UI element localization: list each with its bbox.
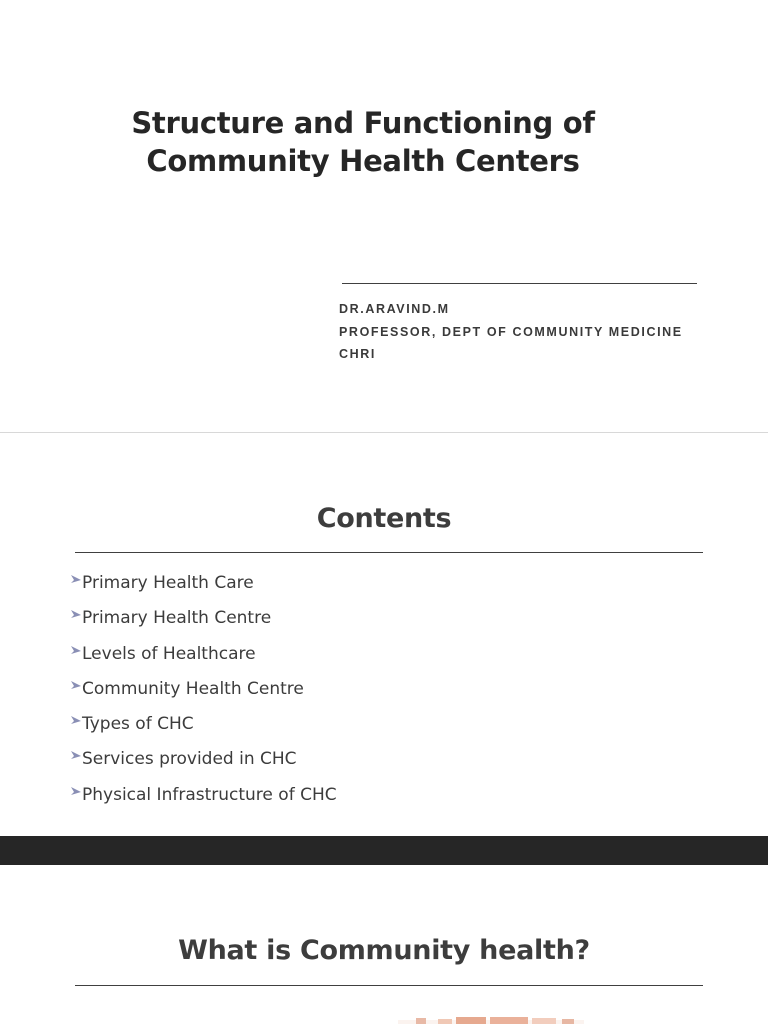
contents-item: [70, 782, 337, 817]
contents-item: [70, 746, 337, 781]
contents-item-label: Community Health Centre: [82, 678, 304, 699]
title-line-2: Community Health Centers: [146, 144, 580, 178]
arrow-bullet-icon: [70, 609, 82, 623]
contents-divider: [75, 552, 703, 553]
contents-slide: [0, 433, 768, 836]
community-health-slide: [0, 865, 768, 1024]
contents-item-label: Levels of Healthcare: [82, 643, 256, 664]
author-name: DR.ARAVIND.M: [339, 302, 450, 316]
contents-item-label: Primary Health Care: [82, 573, 254, 593]
contents-item-label: Services provided in CHC: [82, 749, 297, 770]
contents-item: [70, 570, 337, 605]
community-health-divider: [75, 985, 703, 986]
author-role: PROFESSOR, DEPT OF COMMUNITY MEDICINE: [339, 324, 683, 339]
author-divider: [342, 283, 697, 284]
arrow-bullet-icon: [70, 715, 82, 729]
presentation-title: [130, 104, 596, 180]
arrow-bullet-icon: [70, 645, 82, 659]
arrow-bullet-icon: [70, 574, 82, 588]
arrow-bullet-icon: [70, 786, 82, 800]
slide-separator-band: [0, 836, 768, 865]
contents-heading: Contents: [316, 503, 452, 534]
contents-item: [70, 641, 337, 676]
contents-list: [70, 570, 337, 817]
contents-item: [70, 711, 337, 746]
contents-item-label: Physical Infrastructure of CHC: [82, 784, 337, 805]
wellness-illustration-icon: [398, 1016, 584, 1024]
arrow-bullet-icon: [70, 680, 82, 694]
community-health-heading: What is Community health?: [178, 935, 590, 966]
author-block: [339, 298, 683, 366]
contents-item: [70, 676, 337, 711]
title-slide: [0, 0, 768, 432]
contents-item-label: Primary Health Centre: [82, 608, 272, 629]
contents-item-label: Types of CHC: [82, 714, 194, 735]
author-org: CHRI: [339, 347, 376, 361]
arrow-bullet-icon: [70, 750, 82, 764]
title-line-1: Structure and Functioning of: [131, 106, 595, 140]
contents-item: [70, 605, 337, 640]
